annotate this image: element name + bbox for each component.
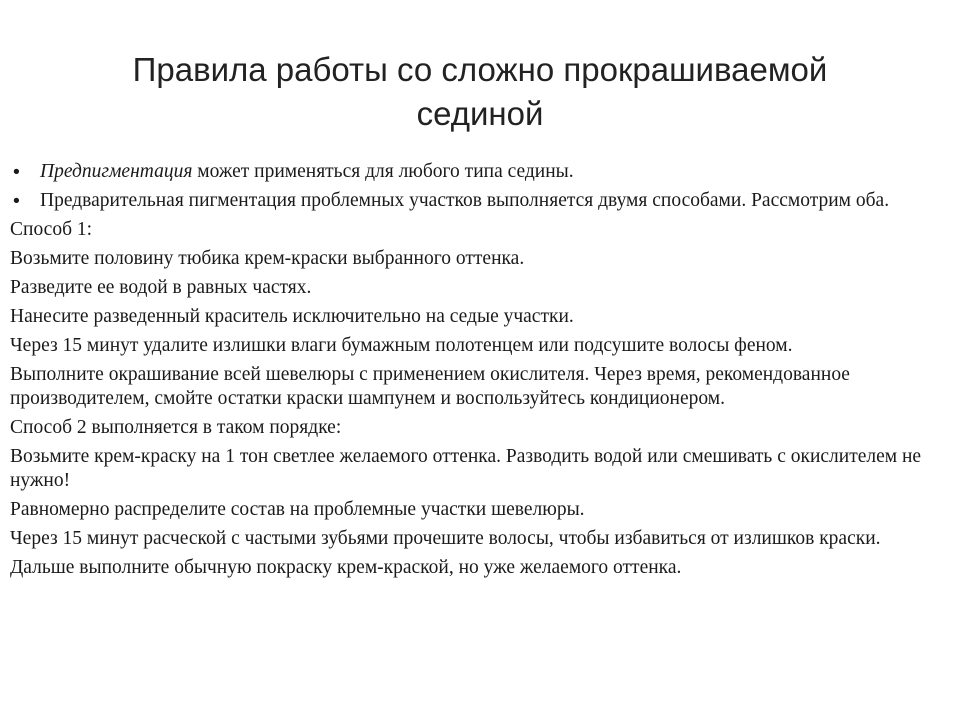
method-1-step: Нанесите разведенный краситель исключительно на седые участки. [10,306,574,327]
method-2-step: Дальше выполните обычную покраску крем-краской, но уже желаемого оттенка. [10,557,682,578]
bullet-text: Предварительная пигментация проблемных участков выполняется двумя способами. Рассмотрим оба. [40,190,890,211]
slide-title-line-1: Правила работы со сложно прокрашиваемой [132,51,828,88]
method-1-heading: Способ 1: [10,219,93,240]
method-2-heading: Способ 2 выполняется в таком порядке: [10,417,342,438]
bullet-list [10,160,945,213]
bullet-item [10,189,945,213]
method-2-step: Через 15 минут расческой с частыми зубьями прочешите волосы, чтобы избавиться от излишков краски. [10,528,881,549]
bullet-dot-icon: • [13,190,20,212]
method-1-step: Через 15 минут удалите излишки влаги бумажным полотенцем или подсушите волосы феном. [10,335,793,356]
method-1-step: Разведите ее водой в равных частях. [10,277,312,298]
slide-body [10,160,945,585]
bullet-emphasis: Предпигментация [40,161,193,182]
slide-title-line-2: сединой [416,95,544,132]
slide-title [60,48,900,136]
bullet-item [10,160,945,184]
method-1-step: Возьмите половину тюбика крем-краски выбранного оттенка. [10,248,525,269]
method-2-step: Равномерно распределите состав на проблемные участки шевелюры. [10,499,585,520]
method-2-step: Возьмите крем-краску на 1 тон светлее желаемого оттенка. Разводить водой или смешивать с окислителем не нужно! [10,446,922,491]
bullet-text: может применяться для любого типа седины. [192,161,574,182]
method-1-step: Выполните окрашивание всей шевелюры с применением окислителя. Через время, рекомендованное производителем, смойте остатки краски шампунем и воспользуйтесь кондиционером. [10,364,850,409]
bullet-dot-icon: • [13,161,20,183]
